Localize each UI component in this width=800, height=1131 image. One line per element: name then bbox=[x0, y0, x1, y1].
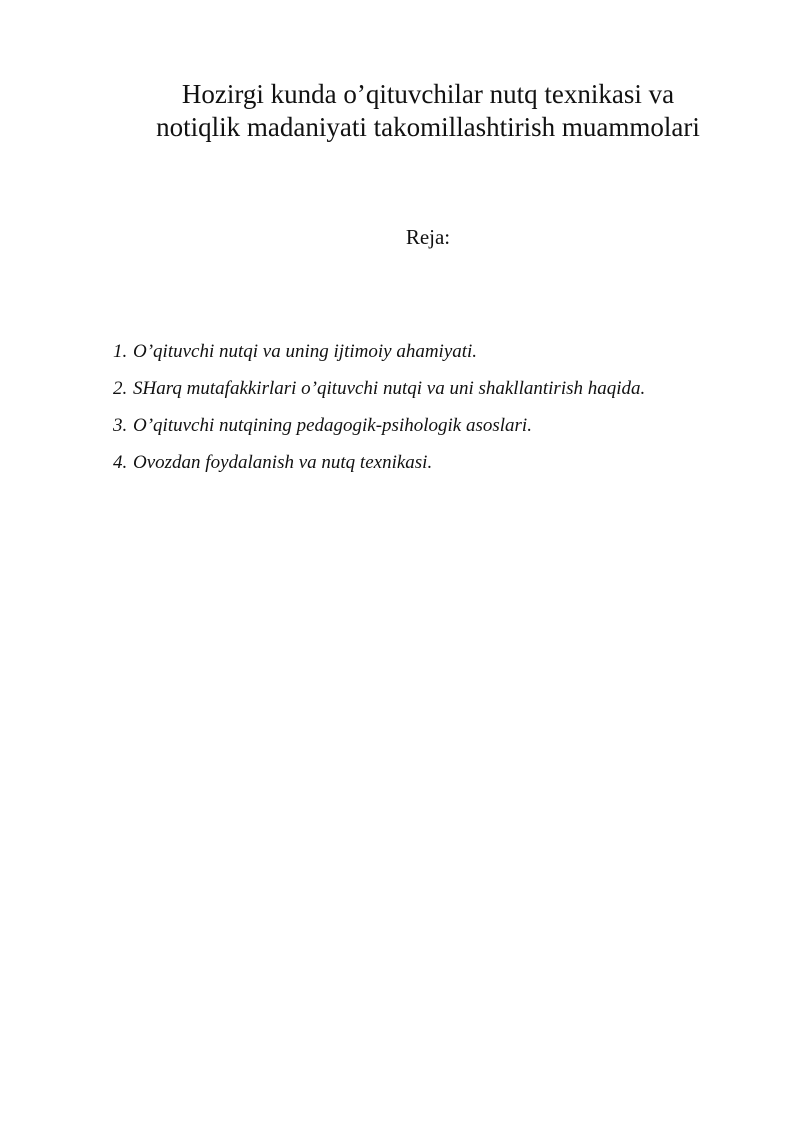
plan-item-number: 2. bbox=[113, 378, 128, 399]
plan-item bbox=[113, 370, 645, 407]
plan-list bbox=[113, 333, 645, 481]
plan-item-number: 3. bbox=[113, 415, 128, 436]
plan-item-number: 4. bbox=[113, 452, 128, 473]
plan-item-number: 1. bbox=[113, 341, 128, 362]
plan-heading: Reja: bbox=[405, 225, 451, 249]
title-line-1: Hozirgi kunda o’qituvchilar nutq texnikasi va bbox=[181, 79, 675, 109]
document-title bbox=[80, 78, 776, 144]
plan-item-text: O’qituvchi nutqining pedagogik-psihologik asoslari. bbox=[133, 415, 532, 436]
plan-item bbox=[113, 444, 645, 481]
plan-item-text: SHarq mutafakkirlari o’qituvchi nutqi va uni shakllantirish haqida. bbox=[133, 378, 646, 399]
plan-item bbox=[113, 407, 645, 444]
plan-item-text: O’qituvchi nutqi va uning ijtimoiy ahamiyati. bbox=[133, 341, 478, 362]
title-line-2: notiqlik madaniyati takomillashtirish muammolari bbox=[156, 112, 700, 142]
plan-item bbox=[113, 333, 645, 370]
plan-item-text: Ovozdan foydalanish va nutq texnikasi. bbox=[133, 452, 433, 473]
